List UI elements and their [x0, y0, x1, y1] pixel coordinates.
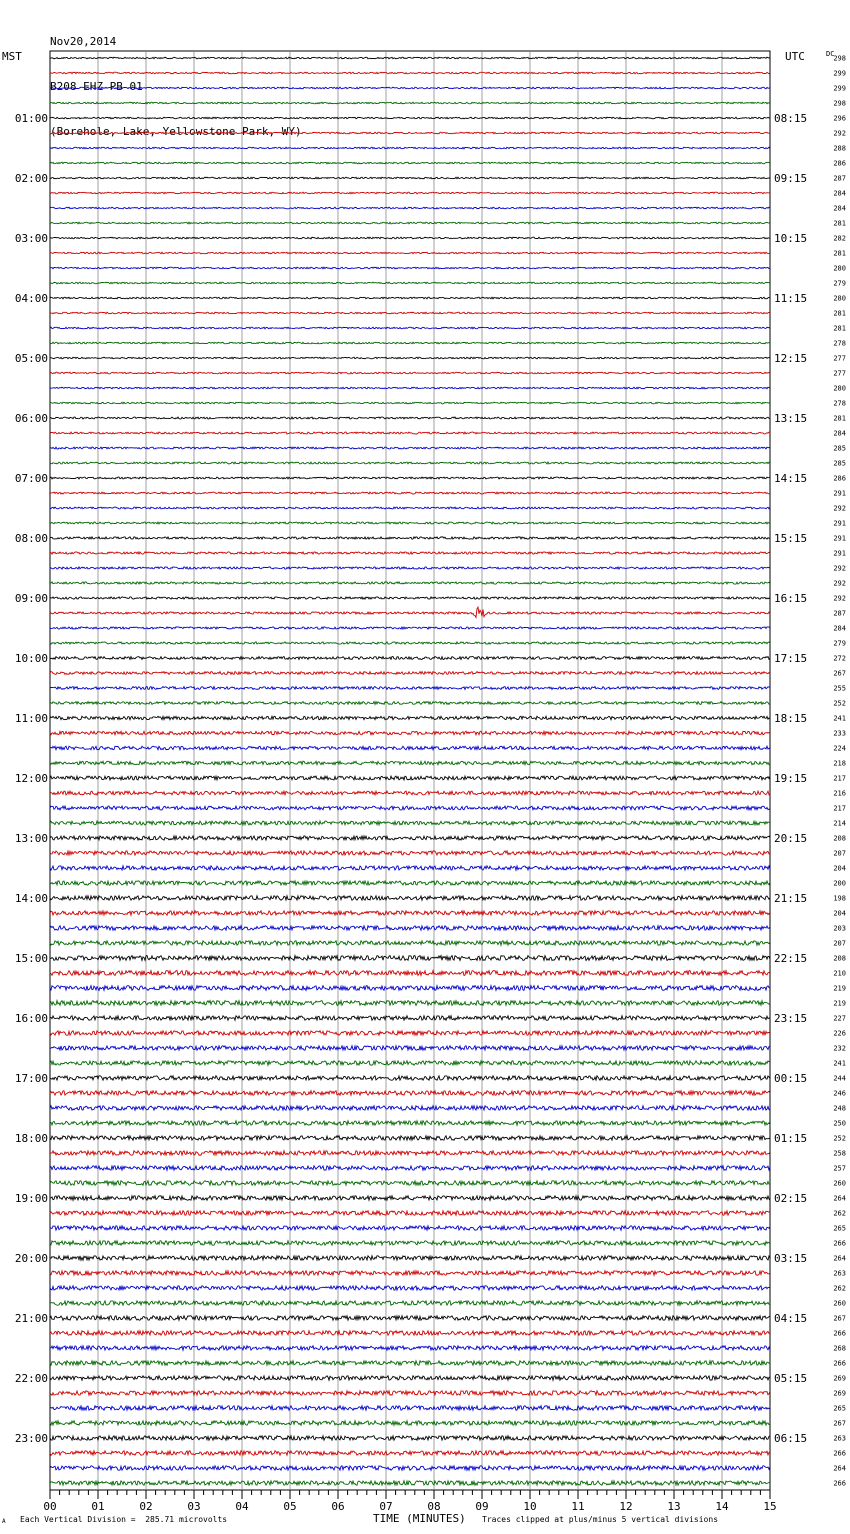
dc-offset-label: 282: [833, 234, 846, 243]
dc-offset-label: 291: [833, 489, 846, 498]
dc-offset-label: 257: [833, 1164, 846, 1173]
x-tick-label: 12: [619, 1500, 633, 1513]
trace-line: [50, 911, 770, 915]
trace-line: [50, 687, 770, 690]
trace-line: [50, 1271, 770, 1275]
dc-offset-label: 292: [833, 594, 846, 603]
trace-line: [50, 132, 770, 134]
dc-offset-label: 241: [833, 1059, 846, 1068]
dc-offset-label: 263: [833, 1269, 846, 1278]
trace-line: [50, 447, 770, 449]
trace-line: [50, 72, 770, 74]
left-hour-label: 17:00: [14, 1072, 48, 1085]
right-hour-label: 01:15: [774, 1132, 808, 1145]
right-hour-label: 13:15: [774, 412, 808, 425]
left-hour-label: 18:00: [14, 1132, 48, 1145]
trace-line: [50, 117, 770, 119]
x-tick-label: 13: [667, 1500, 681, 1513]
trace-line: [50, 387, 770, 389]
dc-offset-label: 208: [833, 954, 846, 963]
dc-offset-label: 208: [833, 834, 846, 843]
dc-offset-label: 292: [833, 579, 846, 588]
left-hour-label: 04:00: [14, 292, 48, 305]
left-hour-label: 13:00: [14, 832, 48, 845]
trace-line: [50, 1016, 770, 1020]
dc-offset-label: 204: [833, 864, 846, 873]
trace-line: [50, 432, 770, 434]
dc-offset-label: 277: [833, 369, 846, 378]
dc-offset-label: 207: [833, 849, 846, 858]
right-hour-label: 03:15: [774, 1252, 808, 1265]
trace-line: [50, 507, 770, 509]
trace-line: [50, 642, 770, 644]
trace-line: [50, 1031, 770, 1035]
trace-line: [50, 1106, 770, 1110]
trace-line: [50, 926, 770, 930]
dc-offset-label: 287: [833, 609, 846, 618]
dc-offset-label: 299: [833, 69, 846, 78]
dc-offset-label: 284: [833, 189, 846, 198]
right-hour-label: 06:15: [774, 1432, 808, 1445]
dc-offset-label: 284: [833, 429, 846, 438]
right-hour-label: 16:15: [774, 592, 808, 605]
right-hour-label: 05:15: [774, 1372, 808, 1385]
dc-offset-label: 267: [833, 1419, 846, 1428]
dc-offset-label: 210: [833, 969, 846, 978]
right-hour-label: 08:15: [774, 112, 808, 125]
left-hour-label: 22:00: [14, 1372, 48, 1385]
right-hour-label: 18:15: [774, 712, 808, 725]
dc-offset-label: 252: [833, 699, 846, 708]
dc-offset-label: 272: [833, 654, 846, 663]
dc-offset-label: 285: [833, 459, 846, 468]
trace-line: [50, 417, 770, 419]
right-hour-label: 17:15: [774, 652, 808, 665]
dc-offset-label: 219: [833, 984, 846, 993]
right-hour-label: 22:15: [774, 952, 808, 965]
trace-line: [50, 761, 770, 765]
dc-offset-label: 260: [833, 1299, 846, 1308]
dc-offset-label: 255: [833, 684, 846, 693]
dc-offset-label: 264: [833, 1254, 846, 1263]
trace-line: [50, 237, 770, 239]
right-hour-label: 09:15: [774, 172, 808, 185]
x-tick-label: 02: [139, 1500, 153, 1513]
right-hour-label: 11:15: [774, 292, 808, 305]
right-hour-label: 02:15: [774, 1192, 808, 1205]
dc-offset-label: 278: [833, 339, 846, 348]
dc-offset-label: 279: [833, 279, 846, 288]
x-tick-label: 01: [91, 1500, 105, 1513]
left-hour-label: 12:00: [14, 772, 48, 785]
trace-line: [50, 716, 770, 720]
left-hour-label: 14:00: [14, 892, 48, 905]
dc-offset-label: 285: [833, 444, 846, 453]
trace-line: [50, 462, 770, 464]
left-hour-label: 10:00: [14, 652, 48, 665]
trace-line: [50, 851, 770, 855]
x-tick-label: 03: [187, 1500, 201, 1513]
dc-offset-label: 281: [833, 309, 846, 318]
dc-offset-label: 277: [833, 354, 846, 363]
dc-offset-label: 217: [833, 804, 846, 813]
trace-line: [50, 776, 770, 780]
dc-offset-label: 281: [833, 324, 846, 333]
x-axis-title: TIME (MINUTES): [373, 1512, 466, 1525]
x-tick-label: 05: [283, 1500, 297, 1513]
trace-line: [50, 1436, 770, 1440]
trace-line: [50, 1301, 770, 1305]
location-label: (Borehole, Lake, Yellowstone Park, WY): [50, 125, 302, 138]
dc-offset-label: 281: [833, 219, 846, 228]
x-tick-label: 08: [427, 1500, 441, 1513]
dc-label: DC: [826, 50, 835, 58]
dc-offset-label: 200: [833, 879, 846, 888]
dc-offset-label: 218: [833, 759, 846, 768]
dc-offset-label: 266: [833, 1359, 846, 1368]
dc-offset-label: 224: [833, 744, 846, 753]
dc-offset-label: 296: [833, 114, 846, 123]
left-hour-label: 21:00: [14, 1312, 48, 1325]
trace-line: [50, 1061, 770, 1065]
dc-offset-label: 266: [833, 1329, 846, 1338]
trace-group: [50, 57, 770, 1485]
left-hour-label: 01:00: [14, 112, 48, 125]
dc-offset-label: 266: [833, 1479, 846, 1488]
trace-line: [50, 102, 770, 104]
dc-offset-label: 292: [833, 504, 846, 513]
x-tick-label: 00: [43, 1500, 57, 1513]
dc-offset-label: 281: [833, 249, 846, 258]
trace-line: [50, 1361, 770, 1365]
trace-line: [50, 836, 770, 840]
trace-line: [50, 1451, 770, 1455]
trace-line: [50, 567, 770, 569]
trace-line: [50, 1481, 770, 1485]
trace-line: [50, 297, 770, 299]
trace-line: [50, 1181, 770, 1185]
left-hour-label: 07:00: [14, 472, 48, 485]
dc-offset-label: 258: [833, 1149, 846, 1158]
dc-offset-label: 204: [833, 909, 846, 918]
trace-line: [50, 372, 770, 374]
left-hour-label: 15:00: [14, 952, 48, 965]
left-hour-label: 20:00: [14, 1252, 48, 1265]
trace-line: [50, 672, 770, 675]
trace-line: [50, 192, 770, 194]
left-hour-label: 23:00: [14, 1432, 48, 1445]
station-label: B208 EHZ PB 01: [50, 80, 143, 93]
trace-line: [50, 956, 770, 961]
trace-line: [50, 357, 770, 359]
trace-line: [50, 282, 770, 284]
trace-line: [50, 1391, 770, 1395]
trace-line: [50, 522, 770, 524]
dc-offset-label: 262: [833, 1284, 846, 1293]
trace-line: [50, 1136, 770, 1140]
dc-offset-label: 299: [833, 84, 846, 93]
trace-line: [50, 1226, 770, 1230]
right-hour-label: 15:15: [774, 532, 808, 545]
dc-offset-label: 266: [833, 1239, 846, 1248]
left-hour-label: 02:00: [14, 172, 48, 185]
right-hour-label: 21:15: [774, 892, 808, 905]
trace-line: [50, 402, 770, 404]
dc-offset-label: 216: [833, 789, 846, 798]
trace-line: [50, 746, 770, 750]
trace-line: [50, 207, 770, 209]
trace-line: [50, 627, 770, 629]
trace-line: [50, 1166, 770, 1170]
left-timezone-label: MST: [2, 50, 22, 63]
trace-line: [50, 1406, 770, 1410]
trace-line: [50, 1331, 770, 1335]
dc-offset-label: 291: [833, 534, 846, 543]
label-group: [15, 55, 846, 1514]
dc-offset-label: 265: [833, 1224, 846, 1233]
dc-offset-label: 268: [833, 1344, 846, 1353]
right-hour-label: 19:15: [774, 772, 808, 785]
clip-note: Traces clipped at plus/minus 5 vertical divisions: [482, 1515, 719, 1524]
dc-offset-label: 217: [833, 774, 846, 783]
dc-offset-label: 263: [833, 1434, 846, 1443]
trace-line: [50, 971, 770, 976]
dc-offset-label: 298: [833, 99, 846, 108]
x-tick-label: 04: [235, 1500, 249, 1513]
x-tick-label: 09: [475, 1500, 489, 1513]
date-label: Nov20,2014: [50, 35, 117, 48]
dc-offset-label: 207: [833, 939, 846, 948]
trace-line: [50, 657, 770, 660]
trace-line: [50, 881, 770, 885]
trace-line: [50, 1151, 770, 1155]
right-hour-label: 23:15: [774, 1012, 808, 1025]
dc-offset-label: 286: [833, 159, 846, 168]
trace-line: [50, 1076, 770, 1080]
trace-line: [50, 1046, 770, 1050]
left-hour-label: 19:00: [14, 1192, 48, 1205]
trace-line: [50, 1376, 770, 1380]
dc-offset-label: 227: [833, 1014, 846, 1023]
dc-offset-label: 278: [833, 399, 846, 408]
dc-offset-label: 226: [833, 1029, 846, 1038]
trace-line: [50, 342, 770, 344]
trace-line: [50, 1346, 770, 1350]
dc-offset-label: 284: [833, 624, 846, 633]
trace-line: [50, 57, 770, 59]
trace-line: [50, 791, 770, 795]
left-hour-label: 09:00: [14, 592, 48, 605]
trace-line: [50, 896, 770, 900]
right-hour-label: 10:15: [774, 232, 808, 245]
left-hour-label: 11:00: [14, 712, 48, 725]
dc-offset-label: 264: [833, 1464, 846, 1473]
right-timezone-label: UTC: [785, 50, 805, 63]
dc-offset-label: 280: [833, 294, 846, 303]
trace-line: [50, 1466, 770, 1470]
dc-offset-label: 269: [833, 1374, 846, 1383]
trace-line: [50, 222, 770, 224]
right-hour-label: 00:15: [774, 1072, 808, 1085]
dc-offset-label: 262: [833, 1209, 846, 1218]
trace-line: [50, 87, 770, 89]
x-tick-label: 07: [379, 1500, 393, 1513]
dc-offset-label: 264: [833, 1194, 846, 1203]
trace-line: [50, 537, 770, 539]
right-hour-label: 12:15: [774, 352, 808, 365]
dc-offset-label: 267: [833, 669, 846, 678]
trace-line: [50, 267, 770, 269]
dc-offset-label: 250: [833, 1119, 846, 1128]
dc-offset-label: 292: [833, 564, 846, 573]
left-hour-label: 06:00: [14, 412, 48, 425]
dc-offset-label: 266: [833, 1449, 846, 1458]
dc-offset-label: 244: [833, 1074, 846, 1083]
dc-offset-label: 203: [833, 924, 846, 933]
trace-line: [50, 1256, 770, 1260]
dc-offset-label: 233: [833, 729, 846, 738]
trace-line: [50, 866, 770, 870]
trace-line: [50, 731, 770, 735]
trace-line: [50, 312, 770, 314]
trace-line: [50, 1196, 770, 1200]
trace-line: [50, 147, 770, 149]
dc-offset-label: 292: [833, 129, 846, 138]
dc-offset-label: 260: [833, 1179, 846, 1188]
trace-line: [50, 1091, 770, 1095]
trace-line: [50, 1001, 770, 1006]
x-tick-label: 15: [763, 1500, 777, 1513]
footer-left-mark: A: [2, 1518, 6, 1525]
x-tick-label: 10: [523, 1500, 537, 1513]
trace-line: [50, 177, 770, 179]
trace-line: [50, 582, 770, 584]
dc-offset-label: 214: [833, 819, 846, 828]
right-hour-label: 20:15: [774, 832, 808, 845]
dc-offset-label: 288: [833, 144, 846, 153]
dc-offset-label: 219: [833, 999, 846, 1008]
dc-offset-label: 291: [833, 519, 846, 528]
right-hour-label: 04:15: [774, 1312, 808, 1325]
dc-offset-label: 267: [833, 1314, 846, 1323]
dc-offset-label: 269: [833, 1389, 846, 1398]
trace-line: [50, 1121, 770, 1125]
dc-offset-label: 241: [833, 714, 846, 723]
left-hour-label: 16:00: [14, 1012, 48, 1025]
right-hour-label: 14:15: [774, 472, 808, 485]
trace-line: [50, 327, 770, 329]
trace-line: [50, 552, 770, 554]
scale-note: Each Vertical Division = 285.71 microvolts: [20, 1515, 228, 1524]
trace-line: [50, 492, 770, 494]
trace-line: [50, 1421, 770, 1425]
left-hour-label: 03:00: [14, 232, 48, 245]
dc-offset-label: 246: [833, 1089, 846, 1098]
dc-offset-label: 298: [833, 54, 846, 63]
dc-offset-label: 284: [833, 204, 846, 213]
dc-offset-label: 248: [833, 1104, 846, 1113]
trace-line: [50, 986, 770, 991]
trace-line: [50, 806, 770, 810]
dc-offset-label: 280: [833, 384, 846, 393]
dc-offset-label: 286: [833, 474, 846, 483]
dc-offset-label: 232: [833, 1044, 846, 1053]
dc-offset-label: 252: [833, 1134, 846, 1143]
x-tick-label: 11: [571, 1500, 585, 1513]
x-tick-label: 06: [331, 1500, 345, 1513]
trace-line: [50, 477, 770, 479]
trace-line: [50, 941, 770, 945]
trace-line: [50, 821, 770, 825]
trace-line: [50, 607, 770, 617]
left-hour-label: 05:00: [14, 352, 48, 365]
left-hour-label: 08:00: [14, 532, 48, 545]
dc-offset-label: 281: [833, 414, 846, 423]
dc-offset-label: 265: [833, 1404, 846, 1413]
dc-offset-label: 279: [833, 639, 846, 648]
x-tick-label: 14: [715, 1500, 729, 1513]
trace-line: [50, 1316, 770, 1320]
dc-offset-label: 287: [833, 174, 846, 183]
trace-line: [50, 702, 770, 705]
trace-line: [50, 1211, 770, 1215]
trace-line: [50, 1286, 770, 1290]
trace-line: [50, 252, 770, 254]
trace-line: [50, 162, 770, 164]
dc-offset-label: 291: [833, 549, 846, 558]
dc-offset-label: 198: [833, 894, 846, 903]
trace-line: [50, 597, 770, 599]
trace-line: [50, 1241, 770, 1245]
dc-offset-label: 280: [833, 264, 846, 273]
